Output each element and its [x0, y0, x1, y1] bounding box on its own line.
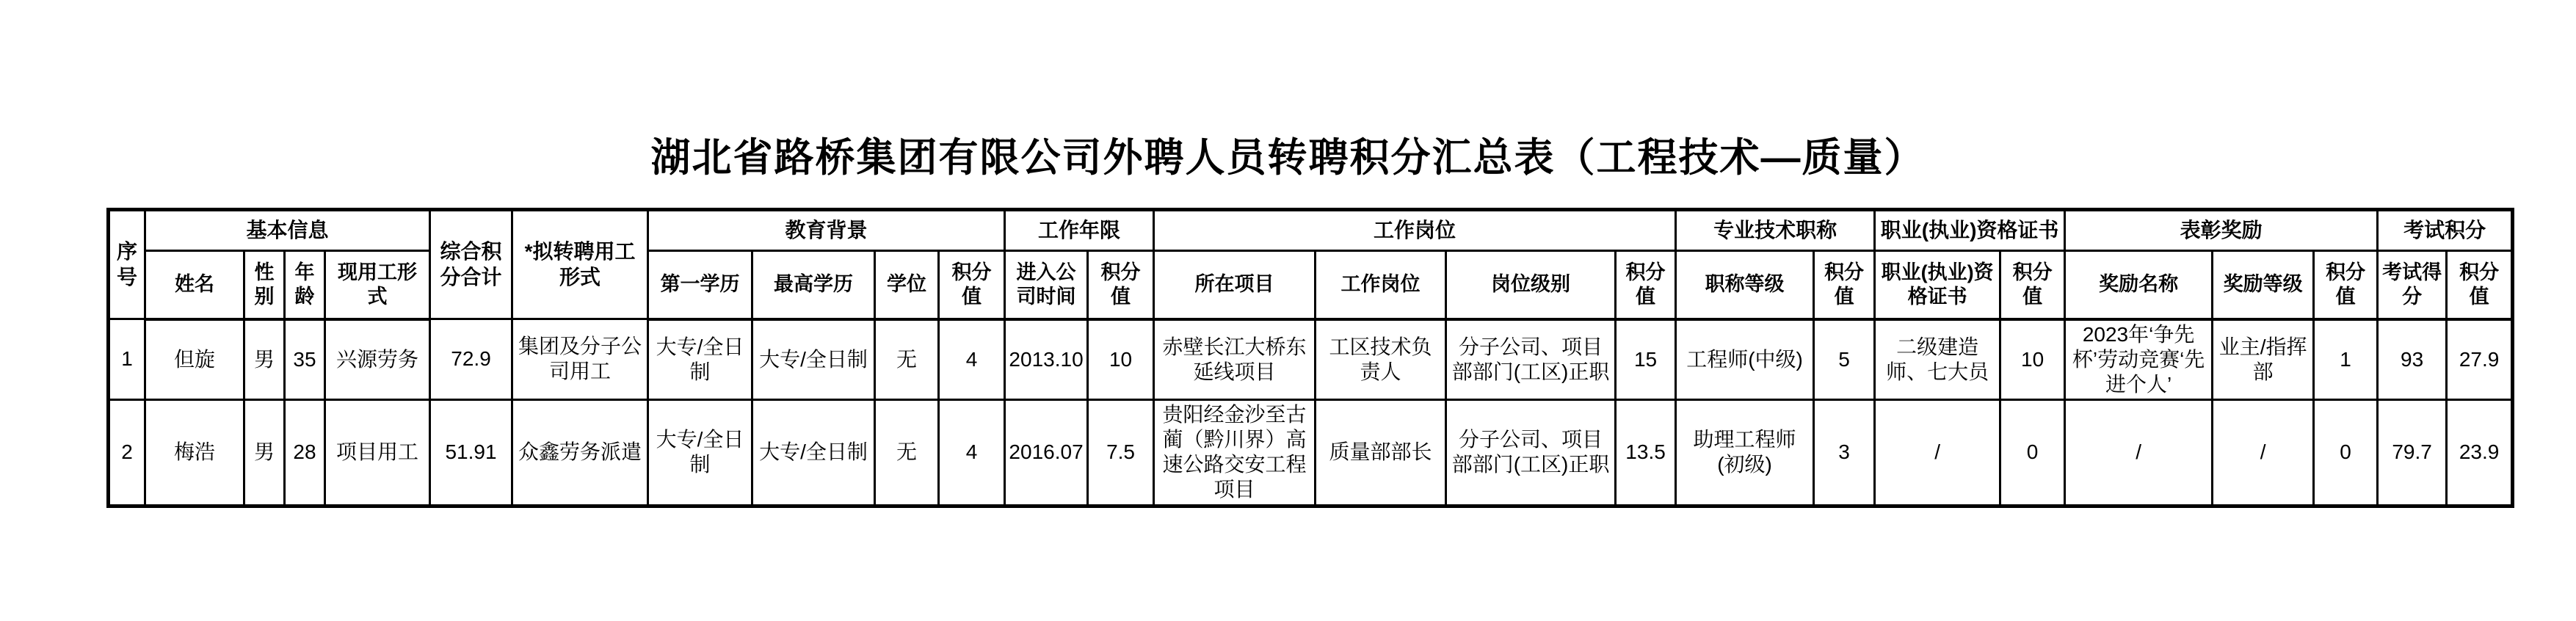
group-header-post: 工作岗位 [1154, 210, 1676, 251]
cell-award-score: 1 [2314, 319, 2378, 400]
group-header-certificate: 职业(执业)资格证书 [1875, 210, 2065, 251]
col-header-name: 姓名 [145, 251, 244, 319]
cell-seniority-score: 7.5 [1088, 399, 1154, 506]
cell-award-name: 2023年‘争先杯’劳动竞赛‘先进个人’ [2065, 319, 2213, 400]
cell-first-degree: 大专/全日制 [648, 399, 752, 506]
cell-award-level: / [2213, 399, 2314, 506]
cell-certificate: / [1875, 399, 2000, 506]
cell-award-score: 0 [2314, 399, 2378, 506]
col-header-seniority-score: 积分值 [1088, 251, 1154, 319]
cell-cert-score: 10 [2000, 319, 2065, 400]
col-header-edu-score: 积分值 [939, 251, 1005, 319]
cell-post: 质量部部长 [1316, 399, 1446, 506]
cell-degree: 无 [875, 319, 939, 400]
cell-post-score: 13.5 [1616, 399, 1676, 506]
col-header-certificate: 职业(执业)资格证书 [1875, 251, 2000, 319]
header-group-row [109, 210, 2513, 251]
cell-join-date: 2016.07 [1005, 399, 1088, 506]
col-header-exam-raw: 考试得分 [2378, 251, 2447, 319]
cell-highest-degree: 大专/全日制 [752, 319, 875, 400]
col-header-award-score: 积分值 [2314, 251, 2378, 319]
cell-gender: 男 [244, 319, 285, 400]
cell-project: 赤壁长江大桥东延线项目 [1154, 319, 1316, 400]
cell-current-form: 项目用工 [325, 399, 430, 506]
cell-award-level: 业主/指挥部 [2213, 319, 2314, 400]
cell-award-name: / [2065, 399, 2213, 506]
cell-title-score: 3 [1814, 399, 1875, 506]
cell-exam-score: 27.9 [2447, 319, 2513, 400]
cell-post-score: 15 [1616, 319, 1676, 400]
table-row [109, 399, 2513, 506]
col-header-title-level: 职称等级 [1676, 251, 1814, 319]
col-header-project: 所在项目 [1154, 251, 1316, 319]
cell-age: 35 [285, 319, 325, 400]
cell-name: 梅浩 [145, 399, 244, 506]
group-header-basic-info: 基本信息 [145, 210, 430, 251]
col-header-gender: 性别 [244, 251, 285, 319]
cell-title-level: 助理工程师(初级) [1676, 399, 1814, 506]
group-header-education: 教育背景 [648, 210, 1005, 251]
cell-certificate: 二级建造师、七大员 [1875, 319, 2000, 400]
cell-post: 工区技术负责人 [1316, 319, 1446, 400]
col-header-seq: 序号 [109, 210, 145, 319]
cell-seq: 2 [109, 399, 145, 506]
cell-highest-degree: 大专/全日制 [752, 399, 875, 506]
cell-edu-score: 4 [939, 319, 1005, 400]
col-header-join-date: 进入公司时间 [1005, 251, 1088, 319]
cell-gender: 男 [244, 399, 285, 506]
score-summary-table [106, 208, 2514, 508]
cell-age: 28 [285, 399, 325, 506]
cell-current-form: 兴源劳务 [325, 319, 430, 400]
group-header-award: 表彰奖励 [2065, 210, 2378, 251]
cell-title-score: 5 [1814, 319, 1875, 400]
group-header-title: 专业技术职称 [1676, 210, 1875, 251]
cell-edu-score: 4 [939, 399, 1005, 506]
group-header-exam: 考试积分 [2378, 210, 2513, 251]
cell-join-date: 2013.10 [1005, 319, 1088, 400]
cell-composite-score: 51.91 [430, 399, 512, 506]
cell-composite-score: 72.9 [430, 319, 512, 400]
col-header-highest-degree: 最高学历 [752, 251, 875, 319]
col-header-age: 年龄 [285, 251, 325, 319]
col-header-exam-score: 积分值 [2447, 251, 2513, 319]
table-row [109, 319, 2513, 400]
col-header-award-level: 奖励等级 [2213, 251, 2314, 319]
col-header-award-name: 奖励名称 [2065, 251, 2213, 319]
cell-proposed-form: 集团及分子公司用工 [512, 319, 648, 400]
cell-proposed-form: 众鑫劳务派遣 [512, 399, 648, 506]
cell-post-level: 分子公司、项目部部门(工区)正职 [1446, 399, 1616, 506]
col-header-cert-score: 积分值 [2000, 251, 2065, 319]
cell-seniority-score: 10 [1088, 319, 1154, 400]
cell-degree: 无 [875, 399, 939, 506]
cell-project: 贵阳经金沙至古蔺（黔川界）高速公路交安工程项目 [1154, 399, 1316, 506]
col-header-composite-score: 综合积分合计 [430, 210, 512, 319]
cell-exam-raw: 79.7 [2378, 399, 2447, 506]
col-header-post: 工作岗位 [1316, 251, 1446, 319]
cell-first-degree: 大专/全日制 [648, 319, 752, 400]
cell-seq: 1 [109, 319, 145, 400]
cell-name: 但旋 [145, 319, 244, 400]
col-header-title-score: 积分值 [1814, 251, 1875, 319]
cell-title-level: 工程师(中级) [1676, 319, 1814, 400]
col-header-first-degree: 第一学历 [648, 251, 752, 319]
col-header-post-level: 岗位级别 [1446, 251, 1616, 319]
cell-exam-raw: 93 [2378, 319, 2447, 400]
col-header-post-score: 积分值 [1616, 251, 1676, 319]
page-title: 湖北省路桥集团有限公司外聘人员转聘积分汇总表（工程技术—质量） [650, 136, 1926, 180]
col-header-current-form: 现用工形式 [325, 251, 430, 319]
cell-exam-score: 23.9 [2447, 399, 2513, 506]
group-header-seniority: 工作年限 [1005, 210, 1154, 251]
col-header-degree: 学位 [875, 251, 939, 319]
col-header-proposed-form: *拟转聘用工形式 [512, 210, 648, 319]
cell-cert-score: 0 [2000, 399, 2065, 506]
cell-post-level: 分子公司、项目部部门(工区)正职 [1446, 319, 1616, 400]
